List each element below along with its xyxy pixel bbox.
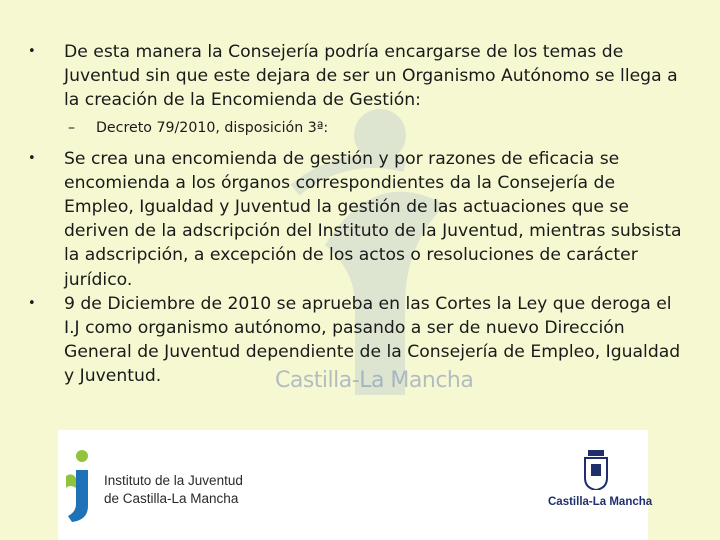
institute-name-line2: de Castilla-La Mancha [104,491,239,506]
bullet-text: 9 de Diciembre de 2010 se aprueba en las Cortes la Ley que deroga el I.J como organismo autónomo, pasando a ser de nuevo Dirección General de Juventud dependiente de la Consejería de Empleo, Igualdad y Juventud. [64,293,681,387]
bullet-icon: • [28,295,36,311]
castilla-la-mancha-emblem-icon [582,450,610,490]
bullet-item-1 [28,40,683,113]
sub-bullet-item [28,117,683,139]
bullet-icon: • [28,150,36,166]
institute-name [104,472,243,508]
bullet-item-2 [28,147,683,292]
bullet-item-3 [28,292,683,389]
bullet-text: Se crea una encomienda de gestión y por razones de eficacia se encomienda a los órganos correspondientes da la Consejería de Empleo, Igualdad y Juventud la gestión de las actuaciones que se deriven de la adscripción del Instituto de la Juventud, mientras subsista la adscripción, a excepción de los actos o resoluciones de carácter jurídico. [64,148,682,290]
footer-logo-bar [58,430,653,540]
bullet-icon: • [28,44,36,59]
watermark-region-text: Castilla-La Mancha [275,368,474,393]
region-name: Castilla-La Mancha [548,496,653,508]
sub-bullet-text: Decreto 79/2010, disposición 3ª: [96,119,329,136]
bullet-text: De esta manera la Consejería podría encargarse de los temas de Juventud sin que este dejara de ser un Organismo Autónomo se llega a la creación de la Encomienda de Gestión: [64,42,678,111]
instituto-juventud-logo-icon [62,448,92,524]
institute-name-line1: Instituto de la Juventud [104,473,243,488]
body-text [28,40,683,389]
dash-icon: – [68,119,76,136]
